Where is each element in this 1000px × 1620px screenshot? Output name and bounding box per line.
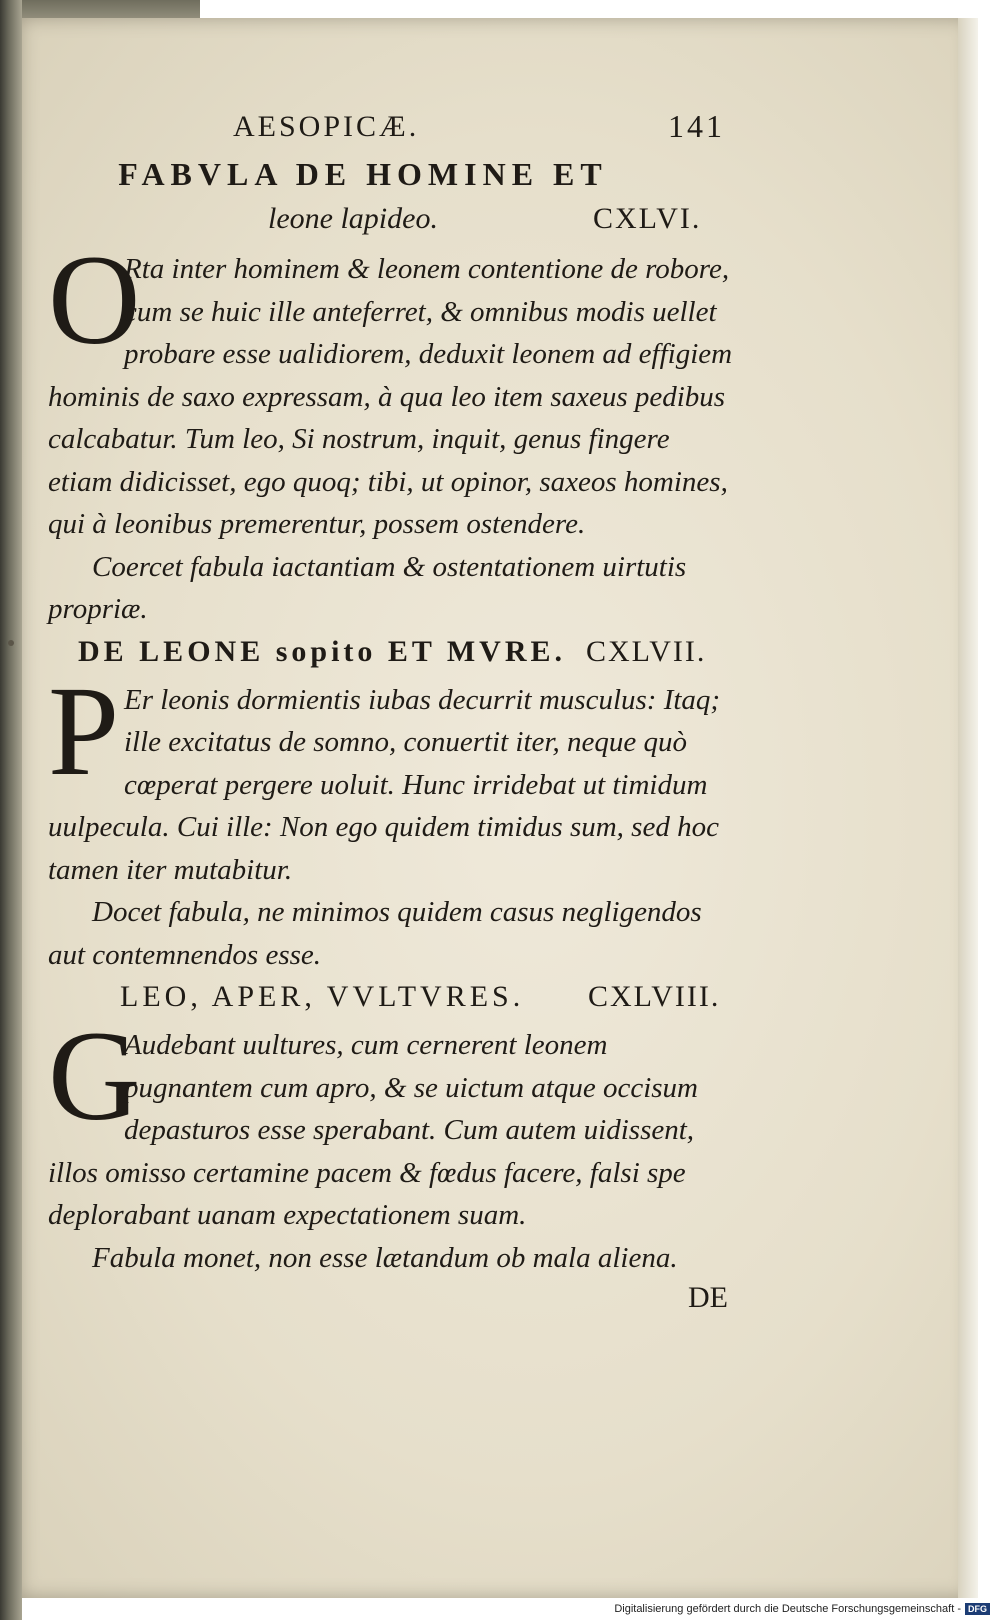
drop-capital: P [48,659,120,802]
catchword: DE [688,1281,728,1314]
funding-credit: Digitalisierung gefördert durch die Deutsche Forschungsgemeinschaft - [614,1603,961,1615]
fable-title: FABVLA DE HOMINE ET [118,156,608,192]
ink-speck [8,640,14,646]
fable-body [48,229,738,546]
fable-subtitle-row [48,198,738,248]
fable-text: Rta inter hominem & leonem contentione de robore, cum se huic ille anteferret, & omnibus modis uellet probare esse ualidiorem, deduxit leonem ad effigiem hominis de saxo expressam, à qua leo item saxeus pedibus calcabatur. Tum leo, Si nostrum, inquit, genus fingere etiam didicisset, ego quoq; tibi, ut opinor, saxeos homines, qui à leonibus premerentur, possem ostendere. [48,253,733,540]
catchword-row [48,1279,738,1323]
page-number: 141 [668,108,725,144]
fable-title-row [48,976,738,1024]
digitization-footer [614,1602,990,1616]
running-head: AESOPICÆ. [233,110,420,143]
drop-capital: O [48,229,141,371]
fable-number: CXLVII. [586,634,707,668]
fable-body [48,659,738,892]
dfg-logo: DFG [965,1603,990,1615]
fable-title: LEO, APER, VVLTVRES. [120,980,525,1013]
fable-text: Audebant uultures, cum cernerent leonem pugnantem cum apro, & se uictum atque occisum depasturos esse sperabant. Cum autem uidissent, illos omisso certamine pacem & fœdus facere, falsi spe deplorabant uanam expectationem suam. [48,1029,698,1231]
text-block [48,100,738,1323]
fable-subtitle: leone lapideo. [268,202,438,235]
fable-moral: Fabula monet, non esse lætandum ob mala aliena. [92,1241,678,1274]
fable-moral: Docet fabula, ne minimos quidem casus negligendos aut contemnendos esse. [48,896,702,971]
spine-shadow [0,0,22,1620]
fable-number: CXLVI. [593,202,702,235]
fable-title-row [48,631,738,679]
fable-text: Er leonis dormientis iubas decurrit musculus: Itaq; ille excitatus de somno, conuertit iter, neque quò cœperat pergere uoluit. Hunc irridebat ut timidum uulpecula. Cui ille: Non ego quidem timidus sum, sed hoc tamen iter mutabitur. [48,683,721,886]
fable-number: CXLVIII. [588,980,721,1013]
page-edge [958,18,978,1598]
fable-title: DE LEONE sopito ET MVRE. [78,634,567,668]
drop-capital: G [48,1005,141,1147]
fable-body [48,1005,738,1237]
page-header [48,100,738,150]
fable-moral: Coercet fabula iactantiam & ostentationem uirtutis propriæ. [48,550,687,625]
